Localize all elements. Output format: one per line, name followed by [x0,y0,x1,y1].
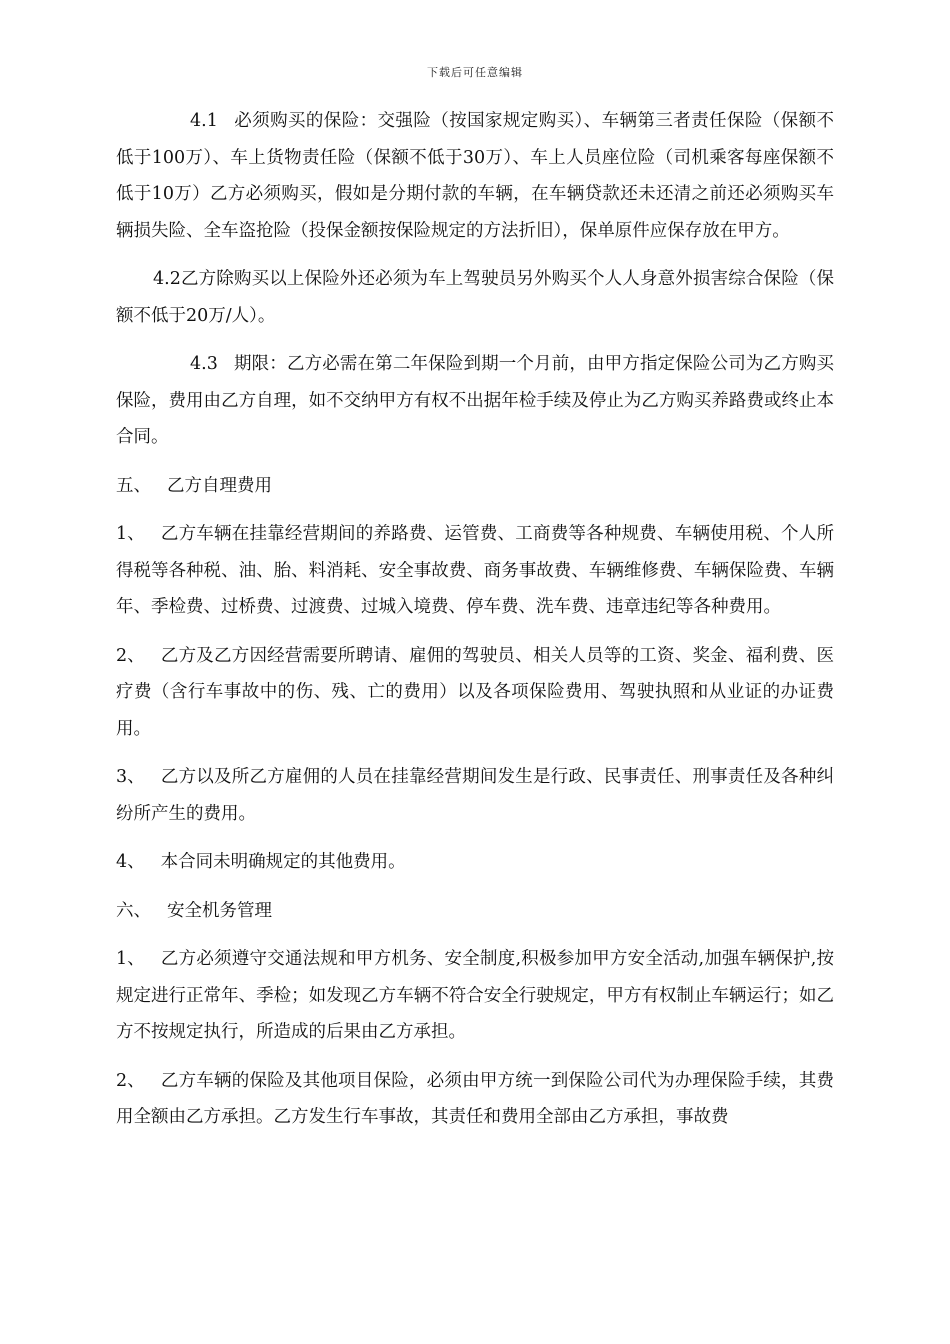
list-item-6-2 [116,1063,834,1136]
section-number: 五、 [116,475,151,496]
item-text: 乙方以及所乙方雇佣的人员在挂靠经营期间发生是行政、民事责任、刑事责任及各种纠纷所产生的费用。 [116,767,834,824]
item-text: 乙方必须遵守交通法规和甲方机务、安全制度,积极参加甲方安全活动,加强车辆保护,按规定进行正常年、季检；如发现乙方车辆不符合安全行驶规定，甲方有权制止车辆运行；如乙方不按规定执行，所造成的后果由乙方承担。 [116,949,834,1042]
list-item-5-1 [116,516,834,626]
page-header: 下载后可任意编辑 [427,66,523,79]
item-text: 本合同未明确规定的其他费用。 [160,852,406,872]
clause-number: 4.3 [190,354,218,374]
item-text: 乙方及乙方因经营需要所聘请、雇佣的驾驶员、相关人员等的工资、奖金、福利费、医疗费（含行车事故中的伤、残、亡的费用）以及各项保险费用、驾驶执照和从业证的办证费用。 [116,645,834,739]
item-number: 4、 [116,852,145,872]
list-item-5-4 [116,844,834,881]
clause-4-1 [116,103,834,249]
section-heading-6 [116,893,834,930]
section-title: 安全机务管理 [167,900,272,921]
list-item-6-1 [116,941,834,1051]
list-item-5-3 [116,759,834,832]
document-body [116,103,834,1148]
item-text: 乙方车辆在挂靠经营期间的养路费、运管费、工商费等各种规费、车辆使用税、个人所得税等各种税、油、胎、料消耗、安全事故费、商务事故费、车辆维修费、车辆保险费、车辆年、季检费、过桥费、过渡费、过城入境费、停车费、洗车费、违章违纪等各种费用。 [116,524,834,617]
clause-4-2 [116,261,834,334]
section-title: 乙方自理费用 [167,475,272,496]
item-number: 1、 [116,524,145,544]
item-text: 乙方车辆的保险及其他项目保险，必须由甲方统一到保险公司代为办理保险手续，其费用全额由乙方承担。乙方发生行车事故，其责任和费用全部由乙方承担，事故费 [116,1070,834,1127]
section-number: 六、 [116,900,151,921]
item-number: 3、 [116,767,145,787]
list-item-5-2 [116,638,834,748]
item-number: 2、 [116,1070,145,1091]
clause-text: 4.2乙方除购买以上保险外还必须为车上驾驶员另外购买个人人身意外损害综合保险（保额不低于20万/人）。 [116,269,834,326]
section-heading-5 [116,468,834,505]
clause-number: 4.1 [190,111,218,131]
item-number: 2、 [116,645,145,666]
clause-4-3 [116,346,834,456]
clause-text: 期限：乙方必需在第二年保险到期一个月前，由甲方指定保险公司为乙方购买保险，费用由乙方自理，如不交纳甲方有权不出据年检手续及停止为乙方购买养路费或终止本合同。 [116,354,834,447]
clause-text: 必须购买的保险：交强险（按国家规定购买）、车辆第三者责任保险（保额不低于100万）、车上货物责任险（保额不低于30万）、车上人员座位险（司机乘客每座保额不低于10万）乙方必须购买，假如是分期付款的车辆，在车辆贷款还未还清之前还必须购买车辆损失险、全车盗抢险（投保金额按保险规定的方法折旧），保单原件应保存放在甲方。 [116,111,834,241]
item-number: 1、 [116,949,145,969]
